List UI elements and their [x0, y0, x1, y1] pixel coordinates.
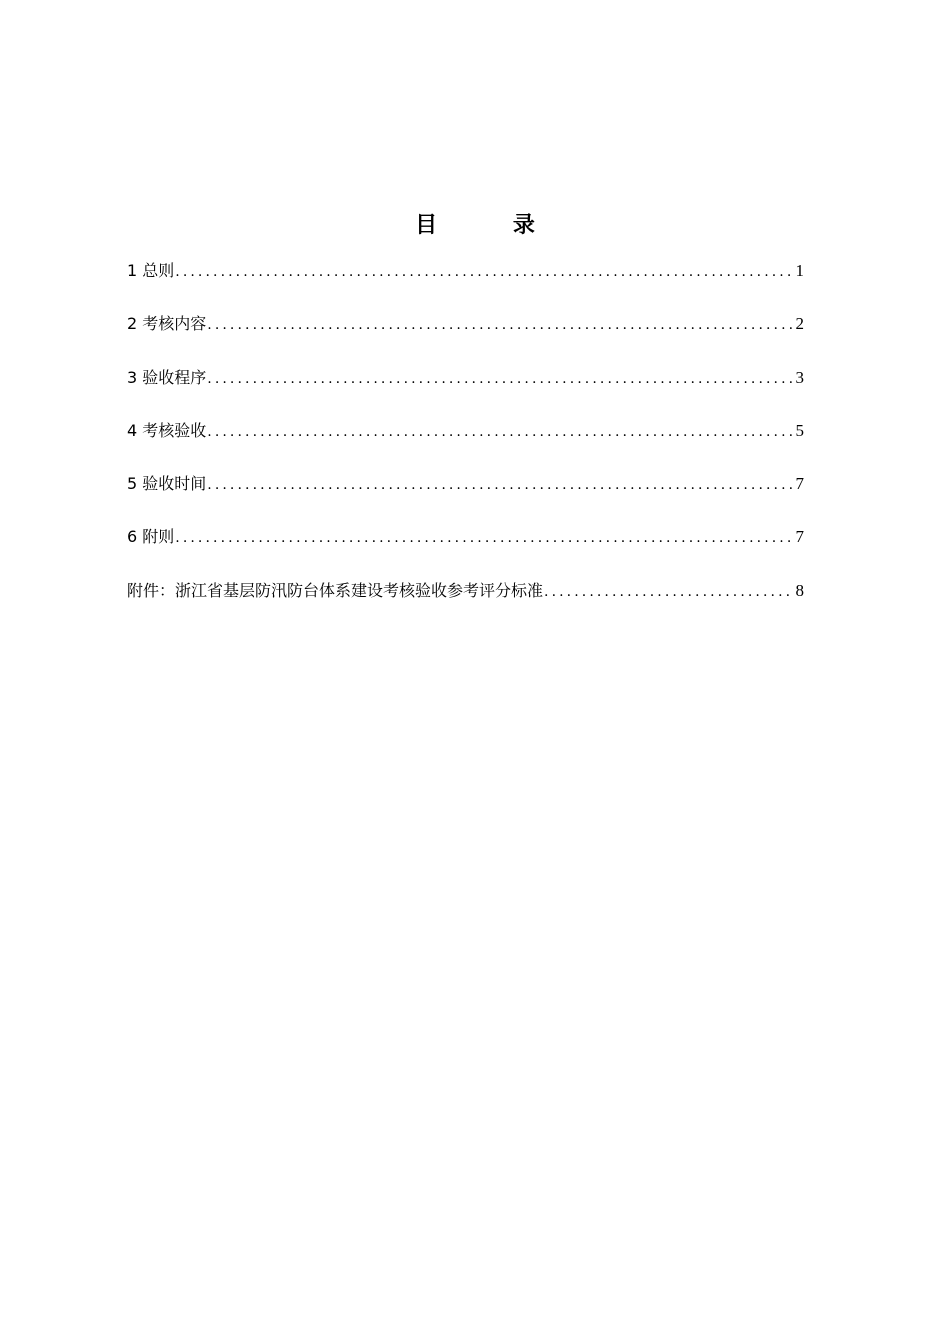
- toc-entry-label: 2 考核内容: [127, 314, 207, 334]
- toc-entry-page-number: 8: [795, 580, 804, 600]
- toc-entry-page-number: 5: [795, 420, 804, 440]
- toc-entry-label: 6 附则: [127, 527, 175, 547]
- toc-entry-acceptance-time[interactable]: [127, 470, 804, 523]
- toc-entry-label: 附件：浙江省基层防汛防台体系建设考核验收参考评分标准: [127, 580, 544, 600]
- toc-entry-general-provisions[interactable]: [127, 257, 804, 310]
- toc-entry-acceptance-procedure[interactable]: [127, 364, 804, 417]
- dot-leader: [206, 365, 793, 393]
- dot-leader: [174, 258, 793, 286]
- toc-entry-page-number: 7: [795, 527, 804, 547]
- toc-entry-assessment-content[interactable]: [127, 310, 804, 363]
- table-of-contents: [127, 257, 804, 630]
- dot-leader: [206, 418, 793, 446]
- toc-entry-supplementary-provisions[interactable]: [127, 523, 804, 576]
- toc-entry-label: 3 验收程序: [127, 367, 207, 387]
- toc-entry-page-number: 7: [795, 474, 804, 494]
- toc-entry-label: 1 总则: [127, 261, 175, 280]
- toc-entry-label: 5 验收时间: [127, 474, 207, 494]
- toc-entry-assessment-acceptance[interactable]: [127, 417, 804, 470]
- dot-leader: [174, 524, 793, 552]
- toc-entry-page-number: 1: [795, 261, 804, 280]
- toc-title: 目 录: [415, 213, 569, 238]
- toc-entry-label: 4 考核验收: [127, 420, 207, 440]
- toc-entry-appendix-scoring-standard[interactable]: [127, 577, 804, 630]
- toc-entry-page-number: 2: [795, 314, 804, 334]
- toc-entry-page-number: 3: [795, 367, 804, 387]
- dot-leader: [206, 311, 793, 339]
- dot-leader: [206, 471, 793, 499]
- dot-leader: [543, 578, 793, 606]
